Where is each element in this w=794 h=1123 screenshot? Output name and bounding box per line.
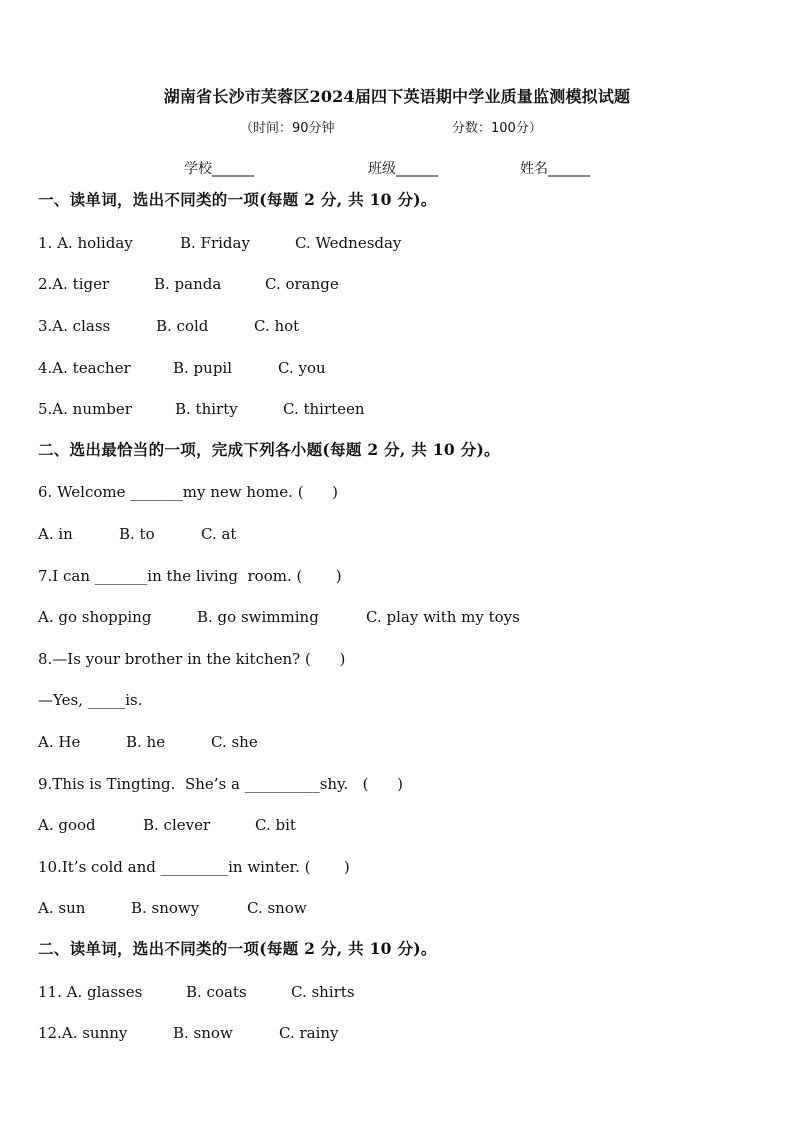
option-c: C. orange (265, 275, 339, 293)
option-c: C. Wednesday (295, 234, 402, 252)
option-b: B. thirty (175, 400, 238, 418)
option-c: C. hot (254, 317, 300, 335)
section-heading: 一、读单词，选出不同类的一项(每题 2 分, 共 10 分)。 (38, 190, 437, 209)
option-b: B. snow (173, 1024, 233, 1042)
option-c: C. bit (255, 816, 296, 834)
option-a: 5.A. number (38, 400, 132, 418)
option-b: B. clever (143, 816, 211, 834)
class-field: 班级______ (368, 161, 438, 177)
option-a: A. go shopping (38, 608, 152, 626)
option-c: C. you (278, 359, 326, 377)
section-heading: 二、选出最恰当的一项，完成下列各小题(每题 2 分, 共 10 分)。 (38, 440, 500, 459)
option-b: B. Friday (180, 234, 250, 252)
question-stem-reply: —Yes, _____is. (38, 691, 143, 709)
option-b: B. to (119, 525, 155, 543)
option-c: C. thirteen (283, 400, 365, 418)
option-a: 2.A. tiger (38, 275, 110, 293)
question-stem: 8.—Is your brother in the kitchen? ( ) (38, 650, 346, 668)
option-b: B. coats (186, 983, 247, 1001)
exam-score: 分数：100分） (452, 121, 542, 136)
option-b: B. he (126, 733, 166, 751)
name-field: 姓名______ (520, 161, 590, 177)
question-stem: 6. Welcome _______my new home. ( ) (38, 483, 338, 501)
page-title: 湖南省长沙市芙蓉区2024届四下英语期中学业质量监测模拟试题 (163, 87, 631, 106)
section-heading: 二、读单词，选出不同类的一项(每题 2 分, 共 10 分)。 (38, 939, 437, 958)
option-a: A. sun (38, 899, 86, 917)
question-stem: 10.It’s cold and _________in winter. ( ) (38, 858, 350, 876)
option-c: C. snow (247, 899, 307, 917)
exam-time: （时间：90分钟 (240, 121, 335, 136)
option-c: C. rainy (279, 1024, 339, 1042)
option-b: B. go swimming (197, 608, 319, 626)
option-a: A. He (38, 733, 81, 751)
option-c: C. play with my toys (366, 608, 520, 626)
option-b: B. cold (156, 317, 209, 335)
option-a: 11. A. glasses (38, 983, 143, 1001)
question-stem: 7.I can _______in the living room. ( ) (38, 567, 342, 585)
option-a: 12.A. sunny (38, 1024, 128, 1042)
option-b: B. pupil (173, 359, 233, 377)
option-a: 4.A. teacher (38, 359, 131, 377)
option-c: C. at (201, 525, 237, 543)
option-c: C. shirts (291, 983, 355, 1001)
school-field: 学校______ (184, 161, 254, 177)
option-a: 1. A. holiday (38, 234, 133, 252)
question-stem: 9.This is Tingting. She’s a __________shy. ( ) (38, 775, 403, 793)
option-b: B. panda (154, 275, 222, 293)
option-b: B. snowy (131, 899, 200, 917)
option-a: A. in (38, 525, 73, 543)
option-a: A. good (38, 816, 96, 834)
option-a: 3.A. class (38, 317, 111, 335)
option-c: C. she (211, 733, 258, 751)
